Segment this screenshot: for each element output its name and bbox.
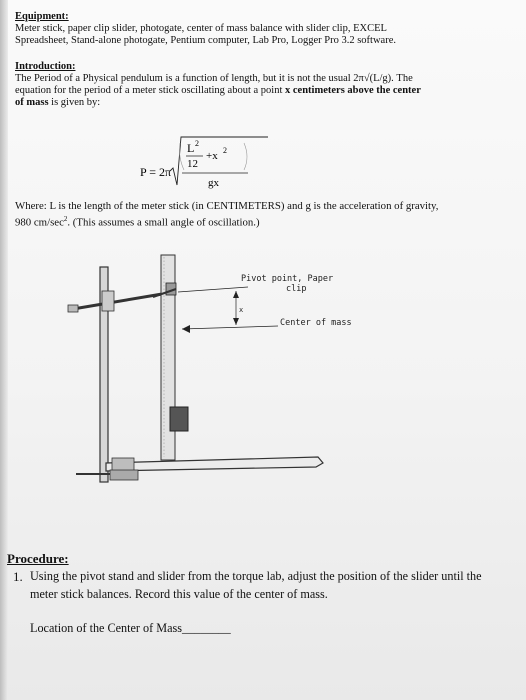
paren-right <box>244 143 247 170</box>
label-center-of-mass: Center of mass <box>280 318 352 328</box>
procedure-section <box>7 551 526 567</box>
com-leader-line <box>182 326 278 329</box>
procedure-heading: Procedure: <box>7 551 69 566</box>
formula-lhs: P = 2π <box>140 165 172 179</box>
introduction-line-2-text: equation for the period of a meter stick oscillating about a point <box>15 85 286 96</box>
where-section <box>15 200 520 230</box>
pivot-leader-line <box>178 287 248 292</box>
period-formula <box>140 135 270 190</box>
procedure-item-number: 1. <box>13 569 23 584</box>
label-x: x <box>239 306 244 314</box>
sqrt-sign <box>170 137 268 185</box>
where-line-2-sup: 2 <box>63 215 68 223</box>
base-bar <box>106 457 323 471</box>
formula-x-exp: 2 <box>223 146 227 155</box>
equipment-line-2: Spreadsheet, Stand-alone photogate, Pentium computer, Lab Pro, Logger Pro 3.2 software. <box>15 35 396 46</box>
pendulum-figure <box>58 245 378 490</box>
introduction-line-2-bold: x centimeters above the center <box>285 85 421 96</box>
arm-clamp <box>102 291 114 311</box>
where-line-2-post: . (This assumes a small angle of oscillation.) <box>67 216 260 229</box>
procedure-item-line-2: meter stick balances. Record this value of the center of mass. <box>30 587 328 601</box>
label-pivot-2: clip <box>286 284 307 294</box>
where-line-2 <box>15 213 520 230</box>
paper-edge <box>0 0 8 700</box>
x-arrow-bottom <box>233 318 239 325</box>
introduction-line-1: The Period of a Physical pendulum is a function of length, but it is not the usual 2π√(L/g). The <box>15 73 413 84</box>
equipment-section <box>15 11 515 47</box>
procedure-item-line-1: Using the pivot stand and slider from the torque lab, adjust the position of the slider until the <box>30 569 482 583</box>
location-line <box>30 620 231 637</box>
formula-gx: gx <box>208 177 219 189</box>
x-arrow-top <box>233 291 239 298</box>
top-arm <box>73 293 168 309</box>
location-label: Location of the Center of Mass <box>30 621 182 635</box>
equipment-line-1: Meter stick, paper clip slider, photogate, center of mass balance with slider clip, EXCEL <box>15 23 387 34</box>
base-screw <box>110 470 138 480</box>
label-pivot-1: Pivot point, Paper <box>241 274 334 284</box>
top-arm-knob <box>68 305 78 312</box>
introduction-heading: Introduction: <box>15 61 76 72</box>
slider-weight <box>170 407 188 431</box>
introduction-line-3-text: is given by: <box>48 97 101 108</box>
introduction-section <box>15 61 515 109</box>
where-line-2-text: 980 cm/sec <box>15 216 64 229</box>
introduction-line-2 <box>15 85 515 97</box>
introduction-line-3-bold: of mass <box>15 97 49 108</box>
where-line-1: Where: L is the length of the meter stick (in CENTIMETERS) and g is the acceleration of gravity, <box>15 200 439 212</box>
introduction-line-3 <box>15 97 515 109</box>
location-answer-blank[interactable]: ________ <box>181 621 231 635</box>
formula-12: 12 <box>187 158 198 170</box>
equipment-heading: Equipment: <box>15 11 69 22</box>
formula-plus-x: +x <box>206 150 218 162</box>
formula-l: L <box>187 141 195 155</box>
formula-l-exp: 2 <box>195 139 199 148</box>
com-arrowhead <box>182 325 190 333</box>
